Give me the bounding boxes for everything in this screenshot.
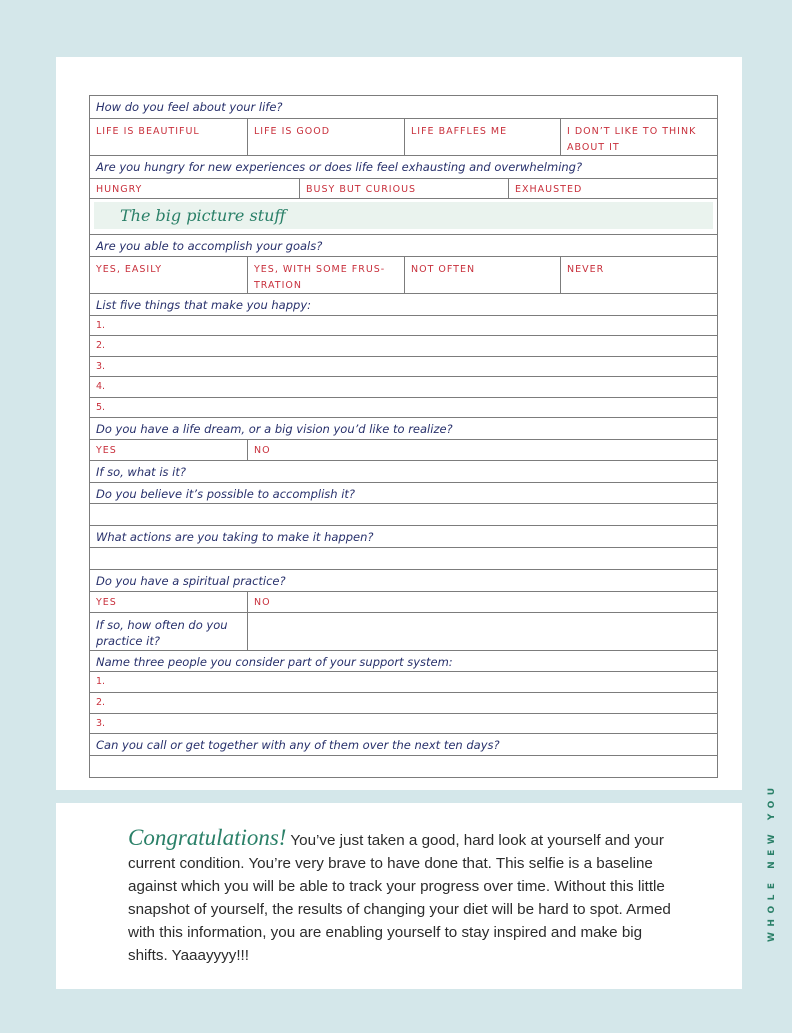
question-spiritual: Do you have a spiritual practice? <box>96 574 286 588</box>
options-row <box>90 118 717 155</box>
question-dream: Do you have a life dream, or a big vision you’d like to realize? <box>96 422 453 436</box>
answer-line[interactable] <box>90 335 717 356</box>
book-title: WHOLE NEW YOU <box>767 782 777 942</box>
book-sidebar <box>767 782 781 942</box>
question-support: Name three people you consider part of your support system: <box>96 655 453 669</box>
answer-line[interactable] <box>90 547 717 569</box>
list-number: 1. <box>96 320 106 331</box>
question-happy: List five things that make you happy: <box>96 298 312 312</box>
option-busy-but-curious[interactable]: BUSY BUT CURIOUS <box>299 179 508 198</box>
option-hungry[interactable]: HUNGRY <box>96 184 143 195</box>
question-row <box>90 234 717 256</box>
question-goals: Are you able to accomplish your goals? <box>96 239 323 253</box>
list-number: 1. <box>96 676 106 687</box>
question-how-often: If so, how often do you practice it? <box>96 618 228 648</box>
question-call: Can you call or get together with any of them over the next ten days? <box>96 738 500 752</box>
option-dont-like-to-think[interactable]: I DON’T LIKE TO THINK ABOUT IT <box>560 119 717 155</box>
question-life: How do you feel about your life? <box>96 100 283 114</box>
answer-line[interactable] <box>90 397 717 417</box>
option-life-baffles[interactable]: LIFE BAFFLES ME <box>404 119 560 155</box>
option-life-good[interactable]: LIFE IS GOOD <box>247 119 404 155</box>
congratulations-text <box>128 826 683 967</box>
answer-line[interactable] <box>90 671 717 692</box>
question-what: If so, what is it? <box>96 465 186 479</box>
list-number: 2. <box>96 340 106 351</box>
option-yes-with-frustration[interactable]: YES, WITH SOME FRUS-TRATION <box>247 257 404 293</box>
question-row <box>90 417 717 439</box>
options-row <box>90 612 717 650</box>
list-number: 3. <box>96 718 106 729</box>
question-row <box>90 569 717 591</box>
how-often-answer[interactable] <box>247 613 717 650</box>
list-number: 5. <box>96 402 106 413</box>
option-yes-easily[interactable]: YES, EASILY <box>96 264 163 275</box>
list-number: 4. <box>96 381 106 392</box>
option-exhausted[interactable]: EXHAUSTED <box>508 179 717 198</box>
question-row <box>90 155 717 178</box>
congratulations-lead: Congratulations! <box>128 825 287 850</box>
answer-line[interactable] <box>90 503 717 525</box>
options-row <box>90 178 717 198</box>
answer-line[interactable] <box>90 376 717 397</box>
options-row <box>90 591 717 612</box>
question-row <box>90 96 717 118</box>
question-actions: What actions are you taking to make it happen? <box>96 530 374 544</box>
question-row <box>90 460 717 482</box>
option-dream-no[interactable]: NO <box>247 440 717 460</box>
option-spiritual-yes[interactable]: YES <box>96 597 117 608</box>
option-never[interactable]: NEVER <box>560 257 717 293</box>
option-spiritual-no[interactable]: NO <box>247 592 717 612</box>
answer-line[interactable] <box>90 356 717 376</box>
option-dream-yes[interactable]: YES <box>96 445 117 456</box>
list-number: 3. <box>96 361 106 372</box>
answer-line[interactable] <box>90 315 717 335</box>
question-row <box>90 293 717 315</box>
question-row <box>90 650 717 671</box>
question-row <box>90 525 717 547</box>
section-title: The big picture stuff <box>94 202 713 229</box>
question-row <box>90 733 717 755</box>
question-row <box>90 482 717 503</box>
list-number: 2. <box>96 697 106 708</box>
congratulations-body: You’ve just taken a good, hard look at yourself and your current condition. You’re very brave to have done that. This selfie is a baseline against which you will be able to track your progress over time. Without this little snapshot of yourself, the results of changing your diet will be hard to spot. Armed with this information, you are enabling yourself to stay inspired and make big shifts. Yaaayyyy!!! <box>128 832 671 964</box>
questionnaire-form <box>89 95 718 778</box>
question-hungry: Are you hungry for new experiences or does life feel exhausting and overwhelming? <box>96 160 583 174</box>
options-row <box>90 439 717 460</box>
answer-line[interactable] <box>90 692 717 713</box>
answer-line[interactable] <box>90 755 717 777</box>
question-believe: Do you believe it’s possible to accomplish it? <box>96 487 356 501</box>
option-not-often[interactable]: NOT OFTEN <box>404 257 560 293</box>
option-life-beautiful[interactable]: LIFE IS BEAUTIFUL <box>96 126 200 137</box>
answer-line[interactable] <box>90 713 717 733</box>
section-header <box>90 198 717 234</box>
options-row <box>90 256 717 293</box>
